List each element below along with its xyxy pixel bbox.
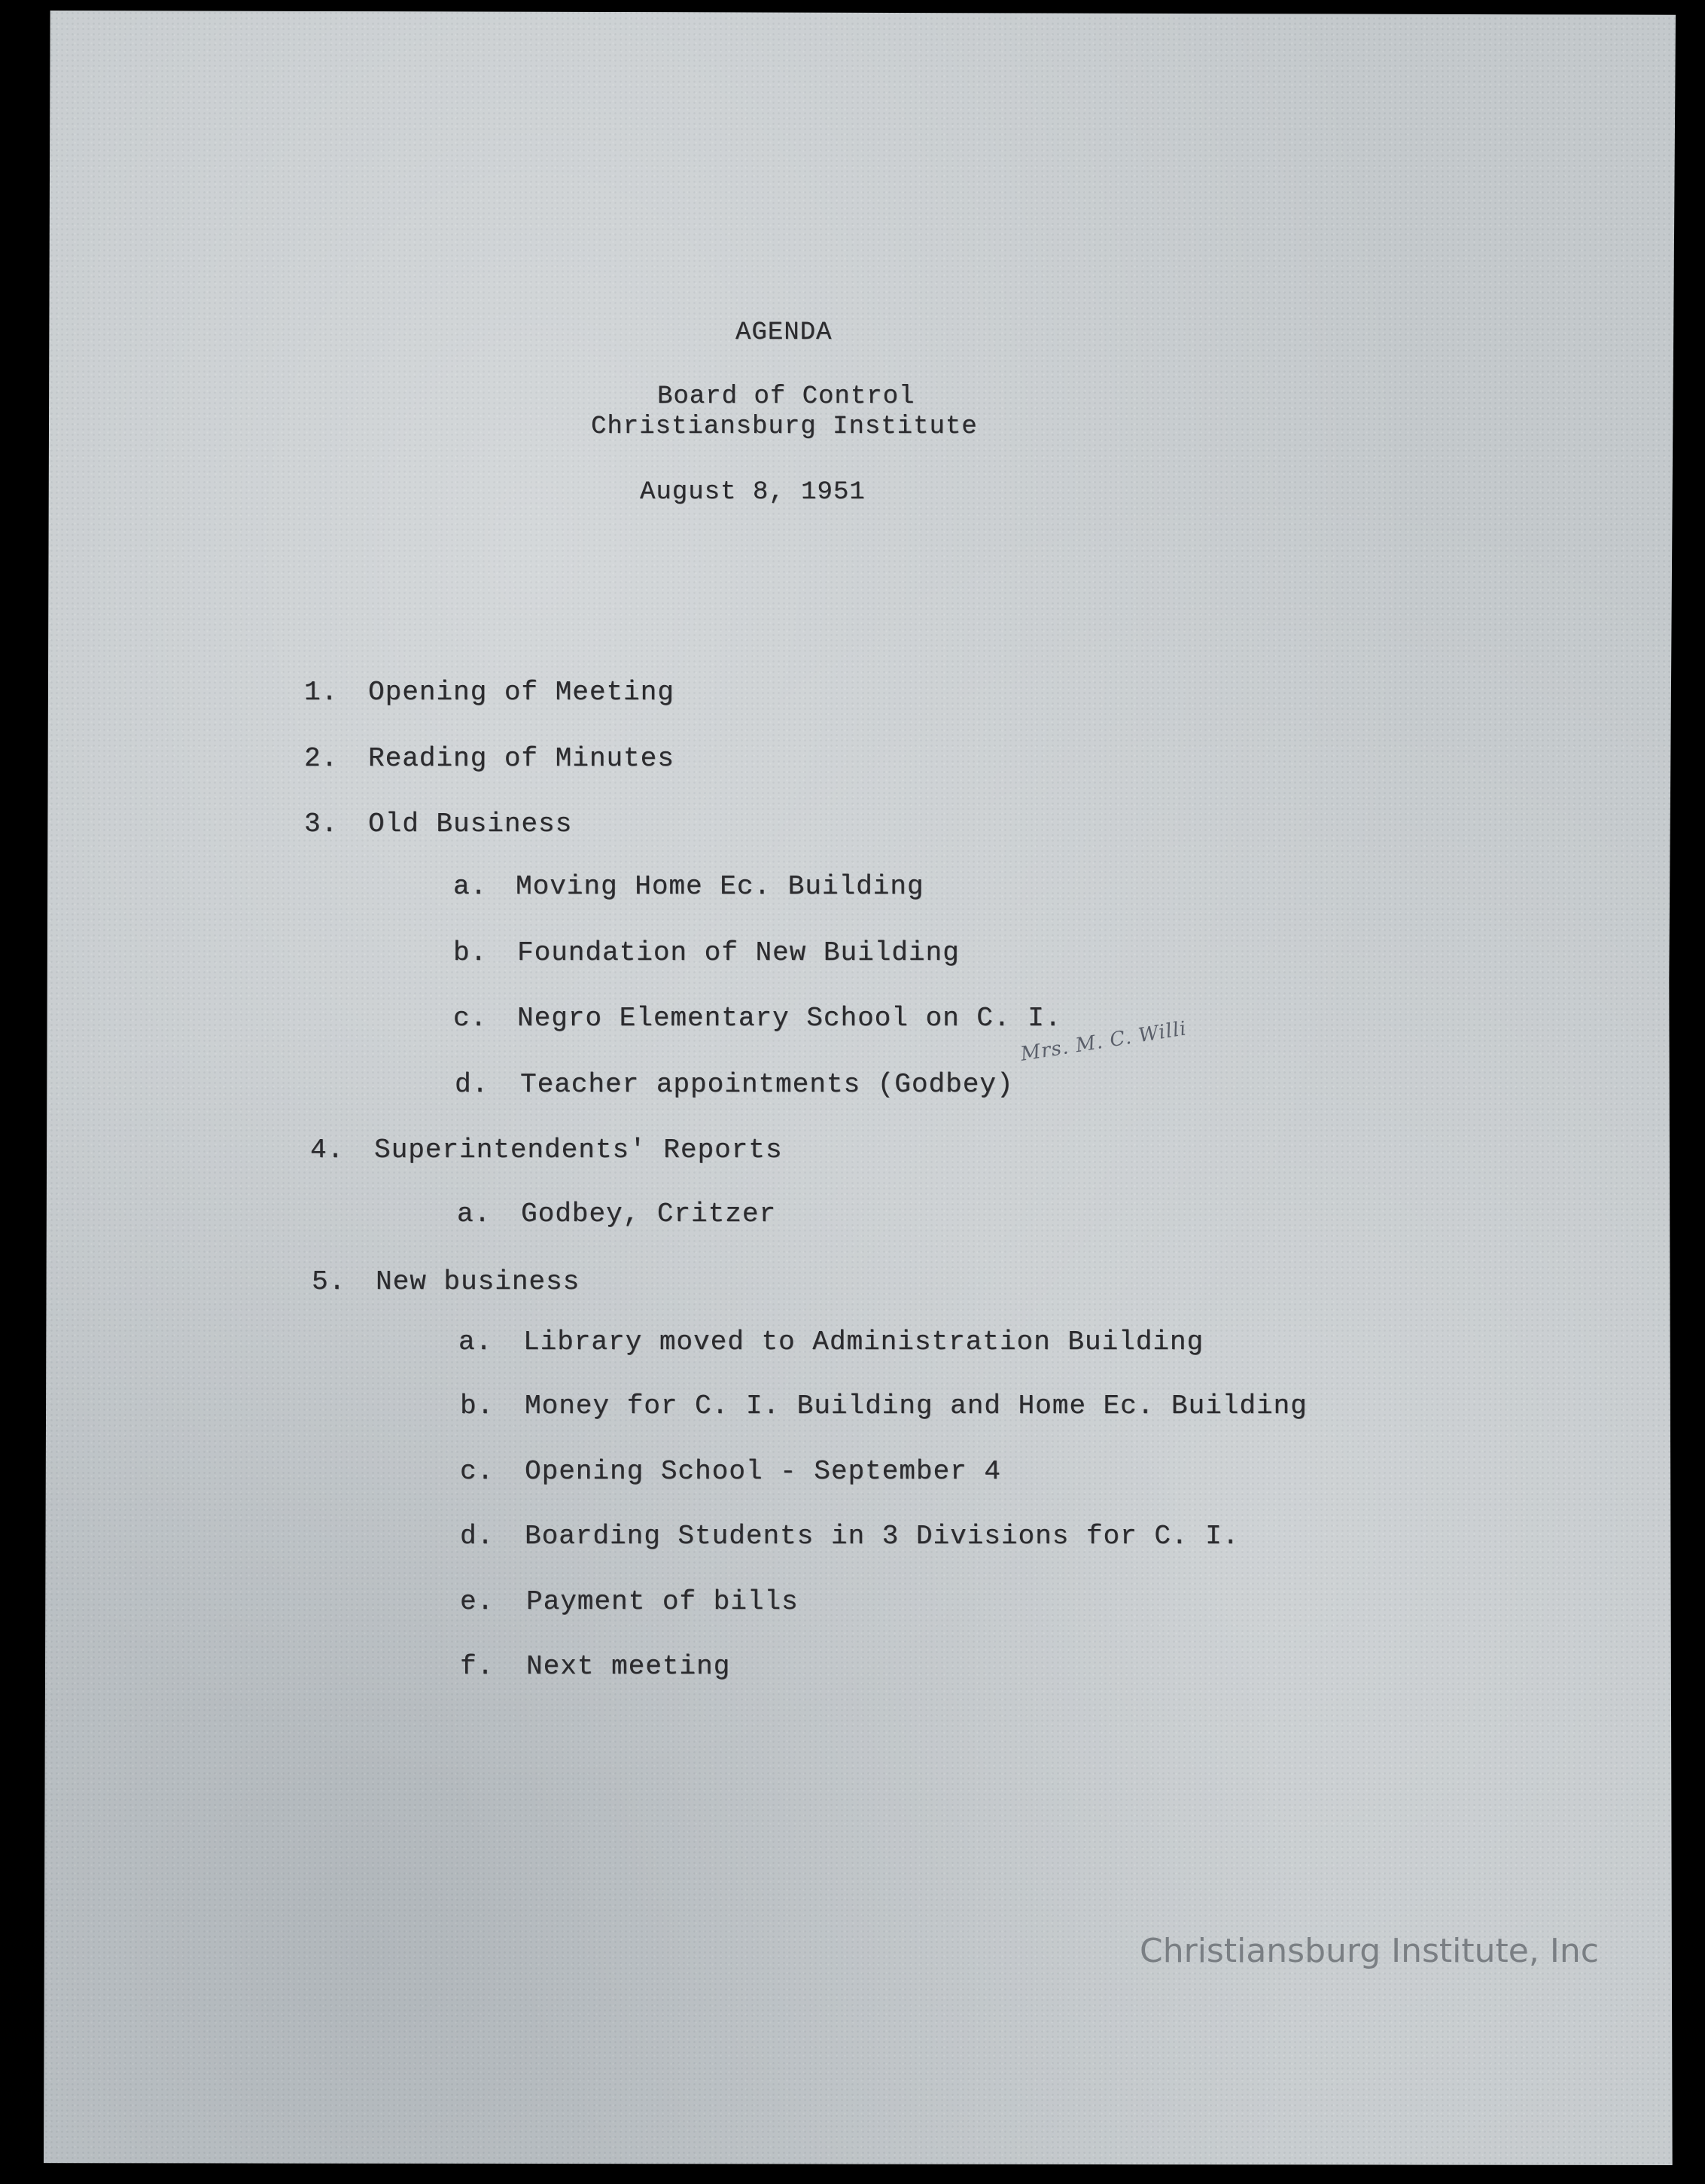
agenda-subitem-letter: a. <box>457 1199 492 1229</box>
meeting-date: August 8, 1951 <box>640 478 866 507</box>
agenda-item-text: Superintendents' Reports <box>374 1135 783 1165</box>
agenda-subitem-text: Library moved to Administration Building <box>523 1327 1204 1357</box>
handwritten-note: Mrs. M. C. Willi <box>1018 1017 1189 1066</box>
agenda-item-number: 5. <box>312 1266 346 1297</box>
agenda-subitem-letter: c. <box>460 1456 495 1487</box>
agenda-item-number: 1. <box>304 677 339 708</box>
agenda-item-text: Reading of Minutes <box>368 743 674 774</box>
agenda-title: AGENDA <box>735 318 833 347</box>
agenda-subitem-text: Opening School - September 4 <box>525 1456 1001 1487</box>
agenda-subitem-text: Money for C. I. Building and Home Ec. Building <box>525 1391 1308 1421</box>
agenda-subitem-letter: a. <box>453 871 488 902</box>
agenda-item-text: Old Business <box>368 809 573 839</box>
agenda-subitem-text: Godbey, Critzer <box>521 1199 777 1229</box>
agenda-item-number: 4. <box>310 1135 345 1165</box>
agenda-subitem-text: Payment of bills <box>526 1586 799 1617</box>
agenda-subitem-text: Teacher appointments (Godbey) <box>520 1069 1014 1100</box>
agenda-item-text: Opening of Meeting <box>368 677 674 708</box>
agenda-subitem-letter: a. <box>458 1327 493 1357</box>
agenda-subitem-letter: c. <box>453 1003 488 1034</box>
board-of-control-line: Board of Control <box>657 382 915 411</box>
agenda-subitem-letter: b. <box>453 937 488 968</box>
agenda-item-text: New business <box>376 1266 580 1297</box>
agenda-subitem-text: Boarding Students in 3 Divisions for C. I. <box>525 1521 1240 1552</box>
agenda-subitem-letter: f. <box>460 1651 495 1682</box>
agenda-subitem-letter: e. <box>460 1586 495 1617</box>
agenda-subitem-letter: d. <box>455 1069 489 1100</box>
agenda-subitem-letter: b. <box>460 1391 495 1421</box>
agenda-item-number: 3. <box>304 809 339 839</box>
agenda-item-number: 2. <box>304 743 339 774</box>
agenda-subitem-letter: d. <box>460 1521 495 1552</box>
watermark-text: Christiansburg Institute, Inc <box>1140 1932 1599 1970</box>
institute-name-line: Christiansburg Institute <box>591 413 978 441</box>
agenda-subitem-text: Foundation of New Building <box>517 937 960 968</box>
agenda-subitem-text: Next meeting <box>526 1651 731 1682</box>
agenda-subitem-text: Moving Home Ec. Building <box>516 871 924 902</box>
agenda-subitem-text: Negro Elementary School on C. I. <box>517 1003 1062 1034</box>
